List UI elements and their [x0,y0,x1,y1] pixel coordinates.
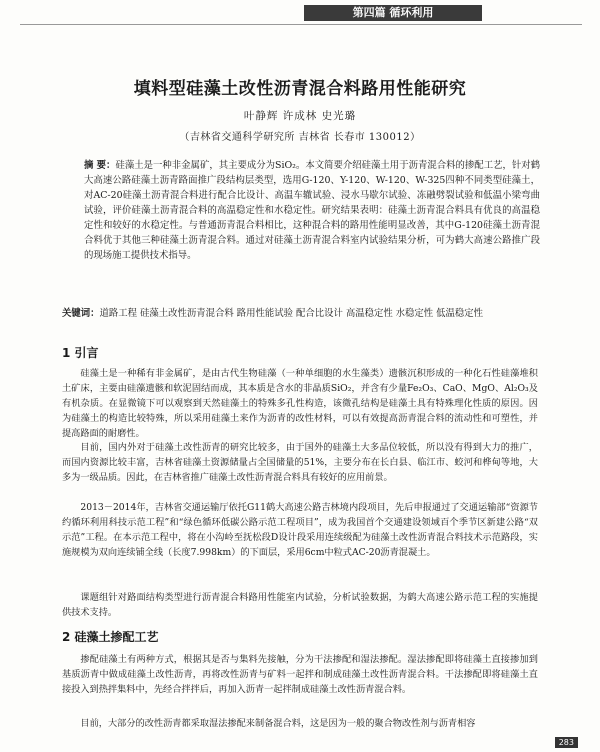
section-label: 第四篇 循环利用 [304,5,482,21]
abstract [84,158,540,263]
author-list: 叶静辉 许成林 史光璐 [243,110,357,122]
keywords [62,306,542,321]
abstract-label: 摘 要： [84,160,116,171]
paper-title: 填料型硅藻土改性沥青混合料路用性能研究 [133,79,467,99]
paragraph: 硅藻土是一种稀有非金属矿，是由古代生物硅藻（一种单细胞的水生藻类）遗骸沉积形成的一种化石性硅藻堆积土矿床，主要由硅藻遗骸和软泥固结而成，其本质是含水的非晶质SiO₂，并含有少量Fe₂O₃、CaO、MgO、Al₂O₃及有机杂质。在显微镜下可以观察到天然硅藻土的特殊多孔性构造，该微孔结构是硅藻土具有特殊理化性质的原因。因为硅藻土的构造比较特殊，所以采用硅藻土来作为沥青的改性材料，可以有效提高沥青混合料的流动性和可塑性，并提高路面的耐磨性。 [62,368,538,439]
paragraph: 2013－2014年，吉林省交通运输厅依托G11鹤大高速公路吉林境内段项目，先后申报通过了交通运输部“资源节约循环利用科技示范工程”和“绿色循环低碳公路示范工程项目”，成为我国首个交通建设领域百个季节区新建公路“双示范”工程。在本示范工程中，将在小沟岭至抚松段D设计段采用连续级配为硅藻土改性沥青混合料技术示范路段，实施规模为双向连续铺全线（长度7.998km）的下面层，采用6cm中粒式AC-20沥青混凝土。 [62,502,538,558]
page-number: 283 [555,737,578,748]
section-heading-introduction: 1 引言 [62,346,99,360]
affiliation: （吉林省交通科学研究所 吉林省 长春市 130012） [179,132,421,143]
header-rule [20,24,582,25]
keywords-text: 道路工程 硅藻土改性沥青混合料 路用性能试验 配合比设计 高温稳定性 水稳定性 低温稳定性 [99,308,484,319]
running-header [304,0,600,26]
paragraph: 目前，大部分的改性沥青都采取湿法掺配来制备混合料，这是因为一般的聚合物改性剂与沥青相容 [80,718,476,729]
section-heading-mixing-process: 2 硅藻土掺配工艺 [62,630,159,644]
keywords-label: 关键词： [62,308,100,319]
paragraph: 目前，国内外对于硅藻土改性沥青的研究比较多，由于国外的硅藻土大多品位较低，所以没有得到大力的推广，而国内资源比较丰富，吉林省硅藻土资源储量占全国储量的51%，主要分布在长白县、临江市、蛟河和桦甸等地，大多为一级品质。因此，在吉林省推广硅藻土改性沥青混合料具有较好的应用前景。 [62,442,538,483]
paragraph: 课题组针对路面结构类型进行沥青混合料路用性能室内试验，分析试验数据，为鹤大高速公路示范工程的实施提供技术支持。 [62,592,538,618]
abstract-text: 硅藻土是一种非金属矿，其主要成分为SiO₂。本文简要介绍硅藻土用于沥青混合料的掺配工艺，针对鹤大高速公路硅藻土沥青路面推广段结构层类型，选用G-120、Y-120、W-120、W-325四种不同类型硅藻土，对AC-20硅藻土沥青混合料进行配合比设计、高温车辙试验、浸水马歇尔试验、冻融劈裂试验和低温小梁弯曲试验，评价硅藻土沥青混合料的高温稳定性和水稳定性。研究结果表明：硅藻土沥青混合料具有优良的高温稳定性和较好的水稳定性。与普通沥青混合料相比，这种混合料的路用性能明显改善，其中G-120硅藻土沥青混合料优于其他三种硅藻土沥青混合料。通过对硅藻土沥青混合料室内试验结果分析，可为鹤大高速公路推广段的现场施工提供技术指导。 [84,160,541,261]
paragraph: 掺配硅藻土有两种方式，根据其是否与集料先接触，分为干法掺配和湿法掺配。湿法掺配即将硅藻土直接掺加到基质沥青中做成硅藻土改性沥青，再将改性沥青与矿料一起拌和制成硅藻土改性沥青混合料。干法掺配即将硅藻土直接投入到热拌集料中，先经合拌拌后，再加入沥青一起拌制成硅藻土改性沥青混合料。 [62,654,538,695]
